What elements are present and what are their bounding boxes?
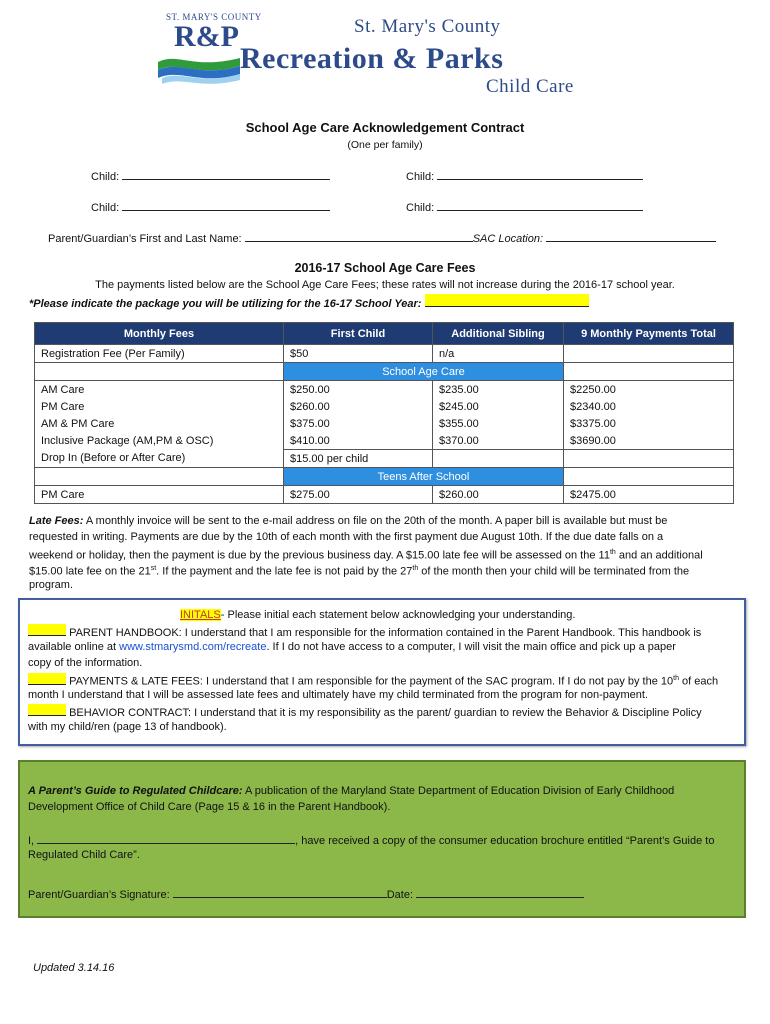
- table-row: [35, 415, 734, 432]
- parent-name-input[interactable]: [245, 229, 473, 242]
- table-cell: $3690.00: [564, 432, 734, 450]
- table-header-row: [35, 323, 734, 345]
- package-input[interactable]: [425, 294, 589, 307]
- guide-text: Development Office of Child Care (Page 15 & 16 in the Parent Handbook).: [28, 801, 391, 813]
- section-teens-after-school: Teens After School: [284, 468, 564, 486]
- guide-i-suffix: , have received a copy of the consumer education brochure entitled “Parent’s Guide to: [295, 835, 715, 847]
- sac-location-label: SAC Location:: [472, 233, 544, 245]
- table-cell: $15.00 per child: [284, 450, 433, 468]
- behavior-initial-input[interactable]: [28, 704, 66, 716]
- guide-i-prefix: I,: [28, 835, 38, 847]
- table-cell: [433, 450, 564, 468]
- handbook-text: . If I do not have access to a computer, I will visit the main office and pick up a paper: [266, 641, 676, 653]
- child-field-1: [91, 167, 330, 183]
- child-label-2: Child:: [406, 171, 435, 183]
- handbook-text: copy of the information.: [28, 657, 143, 669]
- guide-i-line2: Regulated Child Care”.: [28, 849, 140, 861]
- late-fees-text: A monthly invoice will be sent to the e-mail address on file on the 20th of the month. A paper bill is available but must be: [85, 515, 668, 527]
- late-fees-text: program.: [29, 579, 74, 591]
- late-fees-text: $15.00 late fee on the 21: [29, 565, 151, 578]
- table-cell: [564, 450, 734, 468]
- child-label-3: Child:: [91, 202, 120, 214]
- table-cell: [564, 345, 734, 363]
- table-row: [35, 450, 734, 468]
- initials-intro: - Please initial each statement below acknowledging your understanding.: [220, 609, 576, 621]
- col-first-child: First Child: [284, 323, 433, 345]
- late-fees-sup: st: [150, 565, 157, 572]
- section-row: [35, 468, 734, 486]
- table-cell: $2250.00: [564, 381, 734, 399]
- col-monthly-fees: Monthly Fees: [35, 323, 284, 345]
- child-input-1[interactable]: [122, 167, 330, 180]
- table-cell: $3375.00: [564, 415, 734, 432]
- child-input-4[interactable]: [437, 198, 643, 211]
- child-field-3: [91, 198, 330, 214]
- parent-name-label: Parent/Guardian’s First and Last Name:: [48, 233, 242, 245]
- logo-county: St. Mary's County: [354, 16, 501, 37]
- guide-text: A publication of the Maryland State Department of Education Division of Early Childhood: [242, 785, 675, 797]
- updated-note: Updated 3.14.16: [33, 962, 115, 974]
- payments-initial-input[interactable]: [28, 673, 66, 685]
- logo-small-title: ST. MARY'S COUNTY: [166, 12, 262, 22]
- logo-child-care: Child Care: [486, 76, 574, 97]
- late-fees-text: of the month then your child will be terminated from the: [418, 565, 690, 578]
- initials-box: [18, 598, 746, 746]
- table-cell: $235.00: [433, 381, 564, 399]
- page-subtitle: (One per family): [347, 139, 423, 151]
- table-cell: $2475.00: [564, 486, 734, 504]
- behavior-text: BEHAVIOR CONTRACT: I understand that it is my responsibility as the parent/ guardian to review the Behavior & Discipline Policy: [69, 707, 702, 719]
- date-label: Date:: [386, 889, 417, 901]
- signature-input[interactable]: [173, 886, 387, 898]
- fees-table: [34, 322, 734, 504]
- table-cell: PM Care: [35, 486, 284, 504]
- late-fees-text: weekend or holiday, then the payment is due by the previous business day. A $15.00 late fee will be assessed on the 11: [29, 549, 610, 562]
- late-fees-text: . If the payment and the late fee is not paid by the 27: [156, 565, 413, 578]
- table-cell: $275.00: [284, 486, 433, 504]
- logo: [158, 12, 618, 102]
- table-row: [35, 486, 734, 504]
- table-cell: $355.00: [433, 415, 564, 432]
- payments-text: of each: [678, 675, 719, 688]
- child-input-2[interactable]: [437, 167, 643, 180]
- table-cell: AM Care: [35, 381, 284, 399]
- child-label-1: Child:: [91, 171, 120, 183]
- table-cell: $260.00: [433, 486, 564, 504]
- fees-intro: The payments listed below are the School Age Care Fees; these rates will not increase during the 2016-17 school year.: [95, 279, 675, 291]
- child-label-4: Child:: [406, 202, 435, 214]
- section-row: [35, 363, 734, 381]
- handbook-initial-input[interactable]: [28, 624, 66, 636]
- table-row: [35, 381, 734, 399]
- table-cell: $2340.00: [564, 398, 734, 415]
- payments-text: PAYMENTS & LATE FEES: I understand that I am responsible for the payment of the SAC program. If I do not pay by the 10: [69, 675, 674, 688]
- table-cell: $250.00: [284, 381, 433, 399]
- table-cell: Drop In (Before or After Care): [35, 450, 284, 468]
- handbook-text: available online at: [28, 641, 120, 653]
- logo-initials: R&P: [174, 20, 239, 53]
- fees-title: 2016-17 School Age Care Fees: [294, 261, 476, 275]
- parent-name-field: [48, 229, 716, 245]
- table-cell: $50: [284, 345, 433, 363]
- payments-text: month I understand that I will be assessed late fees and ultimately have my child terminated from the program for non-payment.: [28, 689, 648, 701]
- table-cell: $370.00: [433, 432, 564, 450]
- package-prompt-text: *Please indicate the package you will be utilizing for the 16-17 School Year:: [29, 298, 422, 310]
- table-row: [35, 432, 734, 450]
- initials-label: INITALS: [180, 609, 221, 621]
- acknowledger-name-input[interactable]: [37, 832, 295, 844]
- payments-sup: th: [673, 675, 679, 682]
- date-input[interactable]: [416, 886, 584, 898]
- signature-label: Parent/Guardian’s Signature:: [28, 889, 173, 901]
- logo-recreation-parks: Recreation & Parks: [240, 42, 504, 75]
- child-field-4: [406, 198, 643, 214]
- section-school-age-care: School Age Care: [284, 363, 564, 381]
- child-field-2: [406, 167, 643, 183]
- col-monthly-total: 9 Monthly Payments Total: [564, 323, 734, 345]
- table-cell: $410.00: [284, 432, 433, 450]
- table-cell: n/a: [433, 345, 564, 363]
- parents-guide-box: [18, 760, 746, 918]
- package-prompt: [29, 294, 589, 310]
- river-graphic-icon: [158, 48, 240, 88]
- late-fees-text: and an additional: [615, 549, 703, 562]
- late-fees-sup: th: [412, 565, 419, 572]
- table-cell: $375.00: [284, 415, 433, 432]
- table-cell: Inclusive Package (AM,PM & OSC): [35, 432, 284, 450]
- table-cell: Registration Fee (Per Family): [35, 345, 284, 363]
- late-fees-text: requested in writing. Payments are due by the 10th of each month with the first payment due August 10th. If the due date falls on a: [29, 531, 664, 543]
- handbook-link[interactable]: www.stmarysmd.com/recreate: [119, 641, 267, 653]
- child-input-3[interactable]: [122, 198, 330, 211]
- table-cell: AM & PM Care: [35, 415, 284, 432]
- late-fees-label: Late Fees:: [29, 515, 84, 527]
- table-cell: $245.00: [433, 398, 564, 415]
- page-title: School Age Care Acknowledgement Contract: [245, 120, 525, 135]
- table-row: [35, 398, 734, 415]
- behavior-text: with my child/ren (page 13 of handbook).: [28, 721, 227, 733]
- table-row: [35, 345, 734, 363]
- handbook-text: PARENT HANDBOOK: I understand that I am responsible for the information contained in the Parent Handbook. This handbook is: [69, 627, 702, 639]
- late-fees-sup: th: [609, 549, 616, 556]
- sac-location-input[interactable]: [546, 229, 716, 242]
- col-additional-sibling: Additional Sibling: [433, 323, 564, 345]
- table-cell: PM Care: [35, 398, 284, 415]
- table-cell: $260.00: [284, 398, 433, 415]
- guide-label: A Parent’s Guide to Regulated Childcare:: [28, 785, 243, 797]
